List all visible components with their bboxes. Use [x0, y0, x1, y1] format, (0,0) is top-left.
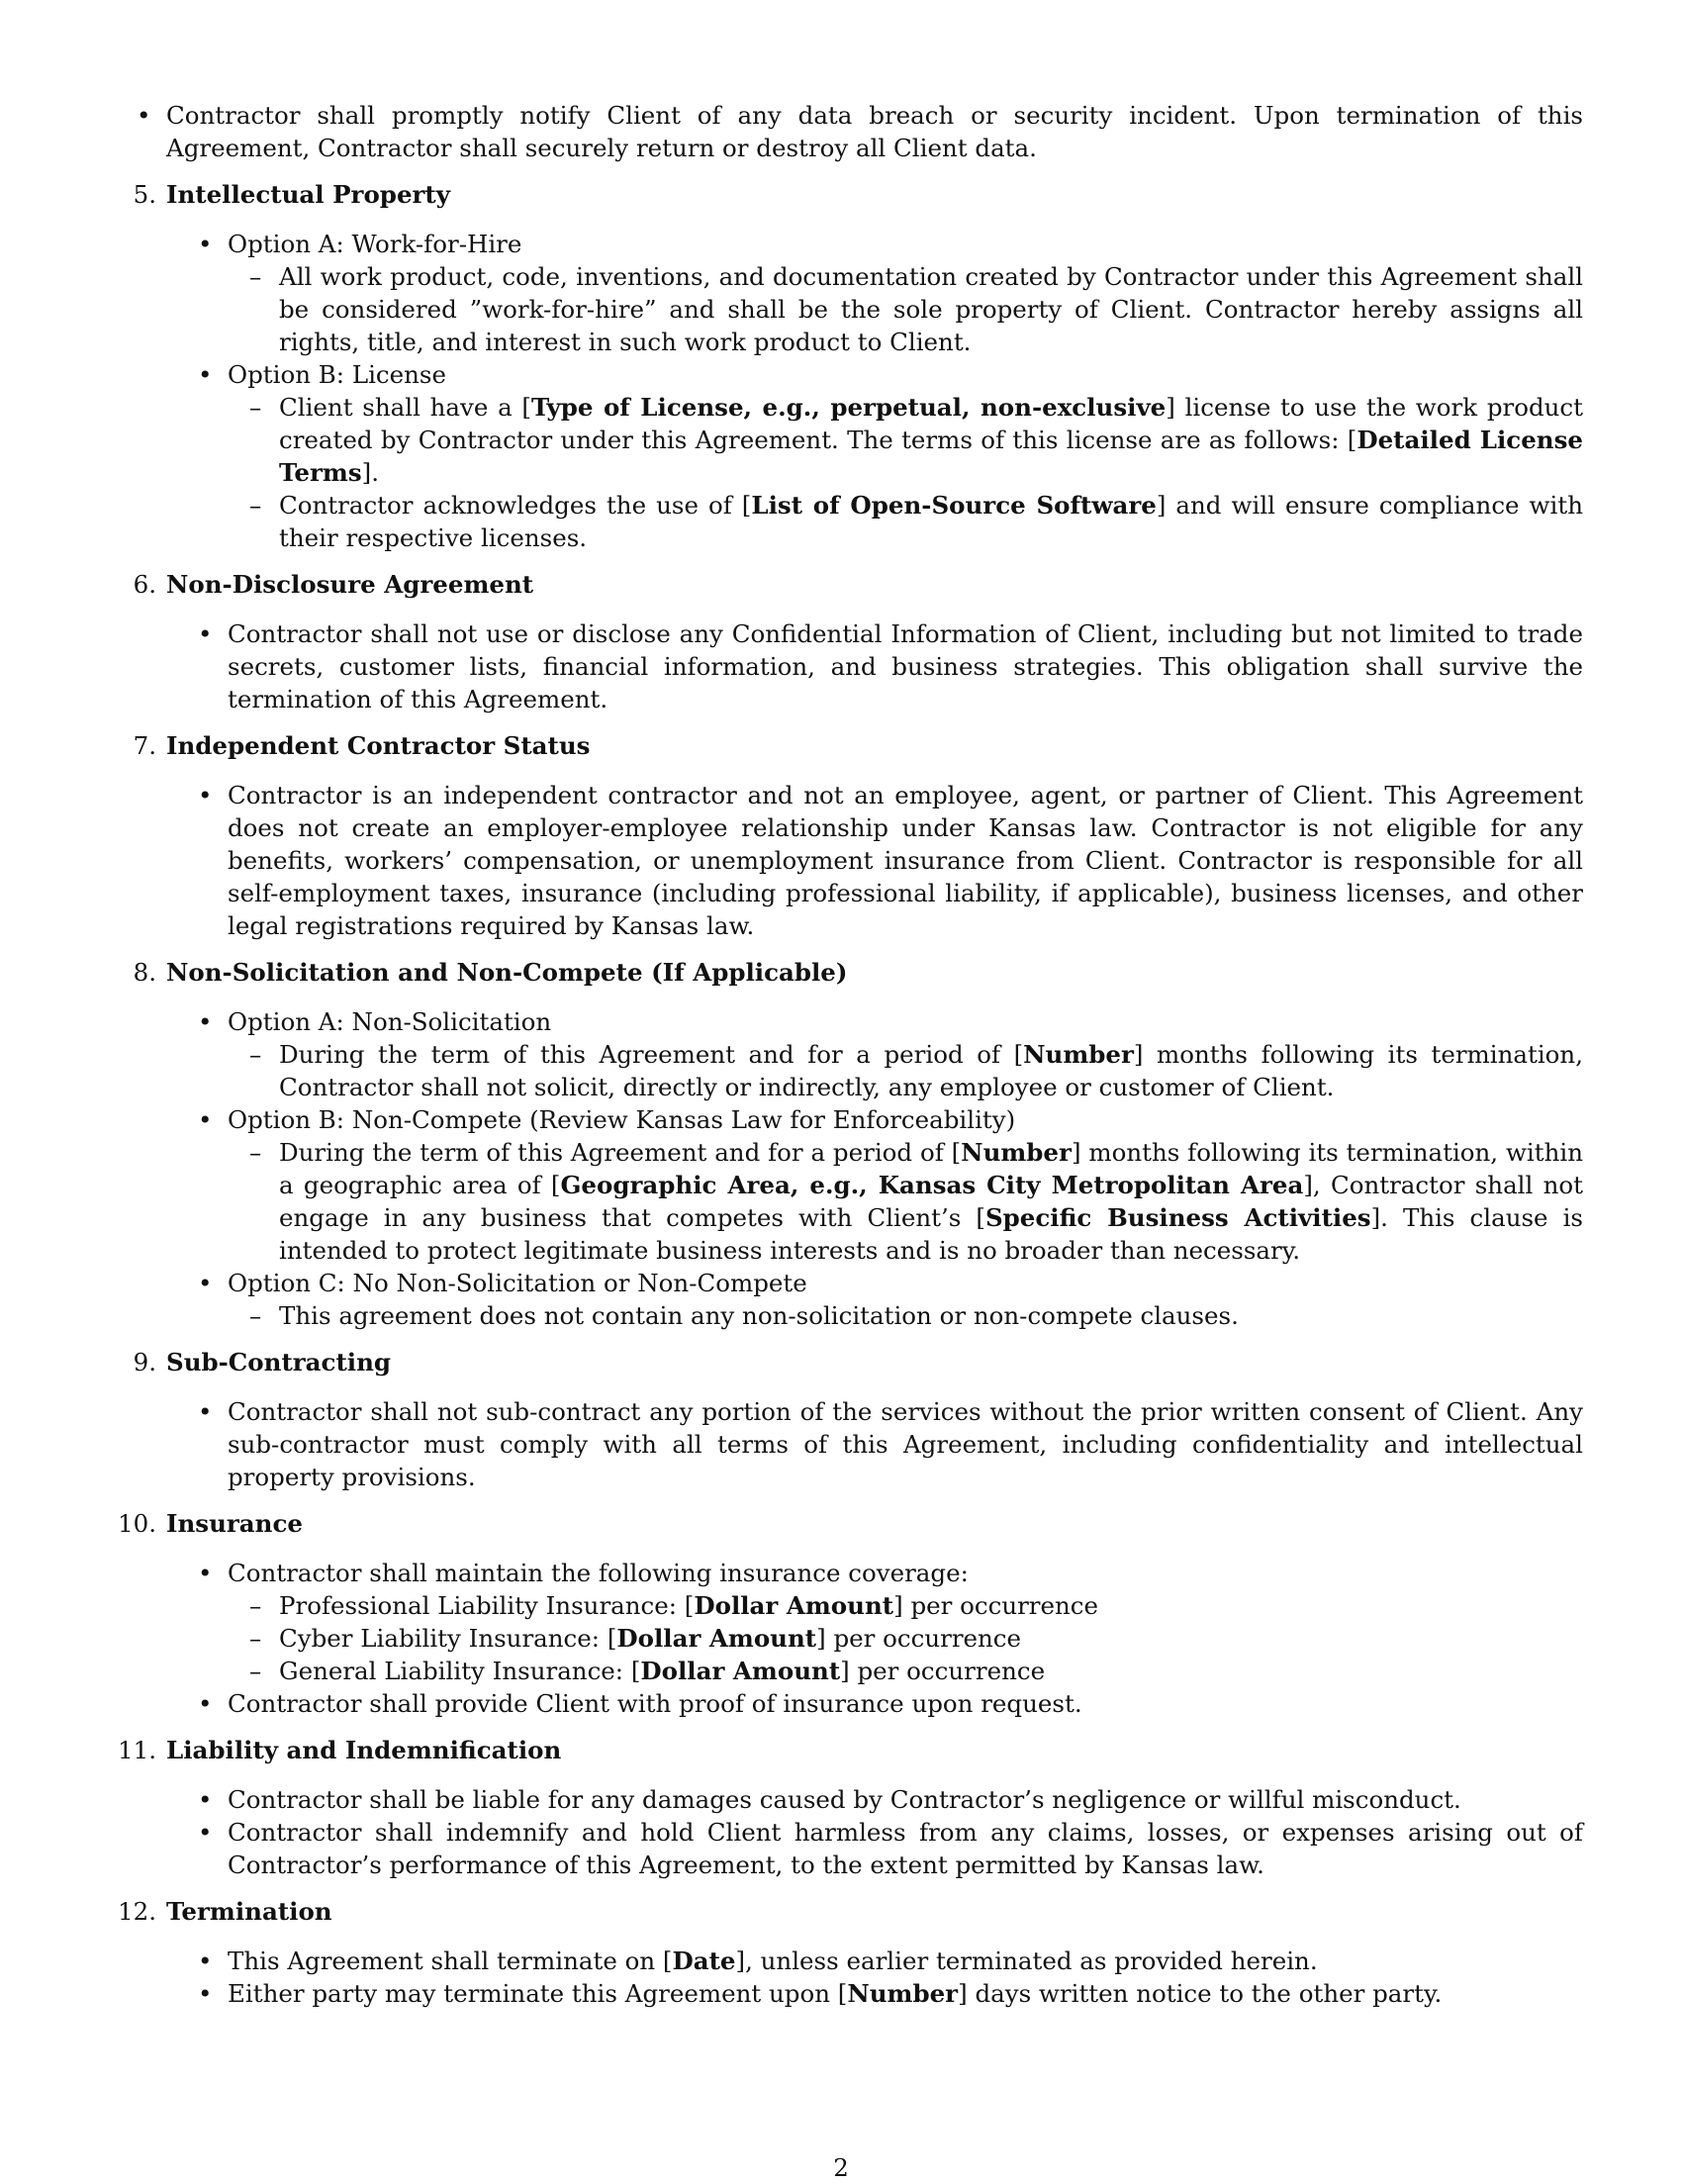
list-item: • Contractor shall not use or disclose any Confidential Information of Client, including but not limited to trade secrets, customer lists, financial information, and business strategies. This obligation shall survive the termination of this Agreement. — [228, 617, 1583, 715]
list-item — [228, 1977, 1583, 2010]
section-number: 6. — [133, 570, 156, 599]
text-run: ] days written notice to the other party. — [958, 1979, 1443, 2008]
list-item — [279, 391, 1583, 489]
text-run: ] and will ensure compliance with their respective licenses. — [279, 491, 1583, 552]
text-run: Contractor acknowledges the use of [ — [279, 491, 752, 520]
section-heading — [133, 956, 1583, 989]
insurance-intro: Contractor shall maintain the following insurance coverage: — [228, 1559, 969, 1587]
placeholder-field: Dollar Amount — [640, 1657, 841, 1685]
section-termination — [118, 1895, 1583, 2010]
option-label: Option A: Work-for-Hire — [228, 230, 522, 258]
list-item — [228, 1267, 1583, 1332]
list-item — [279, 1622, 1583, 1655]
section-heading — [133, 729, 1583, 762]
dash-list — [228, 1299, 1583, 1332]
section-intellectual-property — [133, 178, 1583, 554]
option-label: Option C: No Non-Solicitation or Non-Compete — [228, 1269, 807, 1297]
list-item — [228, 228, 1583, 358]
list-item — [228, 1103, 1583, 1267]
list-item — [228, 1945, 1583, 1977]
dash-list — [228, 1136, 1583, 1267]
text-run: ] per occurrence — [893, 1591, 1099, 1620]
text-run: This Agreement shall terminate on [ — [228, 1947, 673, 1975]
list-item: • Contractor shall be liable for any damages caused by Contractor’s negligence or willful misconduct. — [228, 1783, 1583, 1816]
bullet-list — [166, 1945, 1583, 2010]
section-independent-contractor — [133, 729, 1583, 942]
placeholder-field: List of Open-Source Software — [751, 491, 1157, 520]
section-number: 5. — [133, 180, 156, 209]
placeholder-field: Type of License, e.g., perpetual, non-exclusive — [530, 393, 1167, 422]
list-item: – All work product, code, inventions, and documentation created by Contractor under this Agreement shall be considered ”work-for-hire” and shall be the sole property of Client. Contractor hereby assigns all rights, title, and interest in such work product to Client. — [279, 260, 1583, 358]
list-item: • Contractor shall not sub-contract any portion of the services without the prior written consent of Client. Any sub-contractor must comply with all terms of this Agreement, including confidentiality and intellectual property provisions. — [228, 1395, 1583, 1493]
placeholder-field: Number — [1023, 1040, 1134, 1069]
section-sub-contracting — [133, 1346, 1583, 1493]
bullet-list — [166, 1005, 1583, 1332]
section-number: 12. — [118, 1897, 156, 1926]
text-run: ] months following its termination, within a geographic area of [ — [279, 1138, 1583, 1199]
bullet-list — [166, 1395, 1583, 1493]
option-label: Option B: License — [228, 360, 446, 389]
bullet-list — [105, 99, 1583, 164]
text-run: Either party may terminate this Agreement upon [ — [228, 1979, 848, 2008]
section-heading — [118, 1895, 1583, 1928]
section-number: 11. — [118, 1736, 156, 1764]
section-number: 9. — [133, 1348, 156, 1377]
text-run: ]. — [361, 458, 379, 487]
section-title: Non-Disclosure Agreement — [166, 570, 534, 599]
list-item — [279, 489, 1583, 554]
placeholder-field: Specific Business Activities — [984, 1203, 1371, 1232]
section-heading — [118, 1734, 1583, 1766]
bullet-list — [166, 228, 1583, 554]
placeholder-field: Dollar Amount — [616, 1624, 817, 1653]
option-label: Option B: Non-Compete (Review Kansas Law for Enforceability) — [228, 1105, 1016, 1134]
list-item: – This agreement does not contain any non-solicitation or non-compete clauses. — [279, 1299, 1583, 1332]
section-title: Termination — [166, 1897, 332, 1926]
section-title: Sub-Contracting — [166, 1348, 392, 1377]
section-number: 8. — [133, 958, 156, 987]
section-title: Liability and Indemnification — [166, 1736, 562, 1764]
placeholder-field: Dollar Amount — [694, 1591, 894, 1620]
section-heading — [118, 1507, 1583, 1540]
text-run: During the term of this Agreement and for a period of [ — [279, 1040, 1024, 1069]
bullet-list — [166, 779, 1583, 942]
list-item: • Contractor shall promptly notify Client of any data breach or security incident. Upon termination of this Agreement, Contractor shall securely return or destroy all Client data. — [166, 99, 1583, 164]
bullet-list — [166, 1783, 1583, 1881]
section-number: 10. — [118, 1509, 156, 1538]
text-run: ], unless earlier terminated as provided herein. — [735, 1947, 1318, 1975]
text-run: ], Contractor shall not engage in any business that competes with Client’s [ — [279, 1171, 1584, 1232]
placeholder-field: Number — [847, 1979, 959, 2008]
list-item — [228, 1557, 1583, 1687]
text-run: Professional Liability Insurance: [ — [279, 1591, 695, 1620]
text-run: ] license to use the work product created by Contractor under this Agreement. The terms of this license are as follows: [ — [279, 393, 1583, 454]
list-item: • Contractor shall indemnify and hold Client harmless from any claims, losses, or expenses arising out of Contractor’s performance of this Agreement, to the extent permitted by Kansas law. — [228, 1816, 1583, 1881]
section-heading — [133, 1346, 1583, 1378]
list-item — [279, 1655, 1583, 1687]
text-run: ] per occurrence — [840, 1657, 1046, 1685]
section-non-disclosure — [133, 568, 1583, 715]
dash-list — [228, 1038, 1583, 1103]
text-run: ]. This clause is intended to protect legitimate business interests and is no broader than necessary. — [279, 1203, 1583, 1265]
text-run: ] months following its termination, Contractor shall not solicit, directly or indirectly, any employee or customer of Client. — [279, 1040, 1583, 1101]
list-item — [279, 1038, 1583, 1103]
text-run: General Liability Insurance: [ — [279, 1657, 641, 1685]
placeholder-field: Date — [672, 1947, 736, 1975]
text-run: Client shall have a [ — [279, 393, 531, 422]
page-number: 2 — [833, 2153, 849, 2182]
list-item — [279, 1136, 1583, 1267]
list-item: • Contractor shall provide Client with proof of insurance upon request. — [228, 1687, 1583, 1720]
dash-list — [228, 260, 1583, 358]
bullet-list — [166, 1557, 1583, 1720]
placeholder-field: Number — [961, 1138, 1072, 1167]
placeholder-field: Geographic Area, e.g., Kansas City Metropolitan Area — [560, 1171, 1304, 1199]
list-item: • Contractor is an independent contractor and not an employee, agent, or partner of Client. This Agreement does not create an employer-employee relationship under Kansas law. Contractor is not eligible for any benefits, workers’ compensation, or unemployment insurance from Client. Contractor is responsible for all self-employment taxes, insurance (including professional liability, if applicable), business licenses, and other legal registrations required by Kansas law. — [228, 779, 1583, 942]
text-run: Cyber Liability Insurance: [ — [279, 1624, 617, 1653]
dash-list — [228, 1589, 1583, 1687]
text-run: During the term of this Agreement and for a period of [ — [279, 1138, 962, 1167]
section-non-solicitation — [133, 956, 1584, 1332]
section-insurance — [118, 1507, 1583, 1720]
section-number: 7. — [133, 731, 156, 760]
section-title: Independent Contractor Status — [166, 731, 591, 760]
option-label: Option A: Non-Solicitation — [228, 1007, 552, 1036]
dash-list — [228, 391, 1583, 554]
section-title: Insurance — [166, 1509, 303, 1538]
section-intro-continuation — [166, 99, 1583, 164]
document-body — [118, 99, 1584, 2024]
section-liability — [118, 1734, 1583, 1881]
section-heading — [133, 568, 1583, 601]
list-item — [228, 358, 1583, 554]
section-title: Non-Solicitation and Non-Compete (If Applicable) — [166, 958, 848, 987]
placeholder-field: Detailed License Terms — [279, 426, 1583, 487]
section-heading — [133, 178, 1583, 211]
list-item — [279, 1589, 1583, 1622]
section-title: Intellectual Property — [166, 180, 450, 209]
bullet-list — [166, 617, 1583, 715]
list-item — [228, 1005, 1583, 1103]
text-run: ] per occurrence — [816, 1624, 1022, 1653]
